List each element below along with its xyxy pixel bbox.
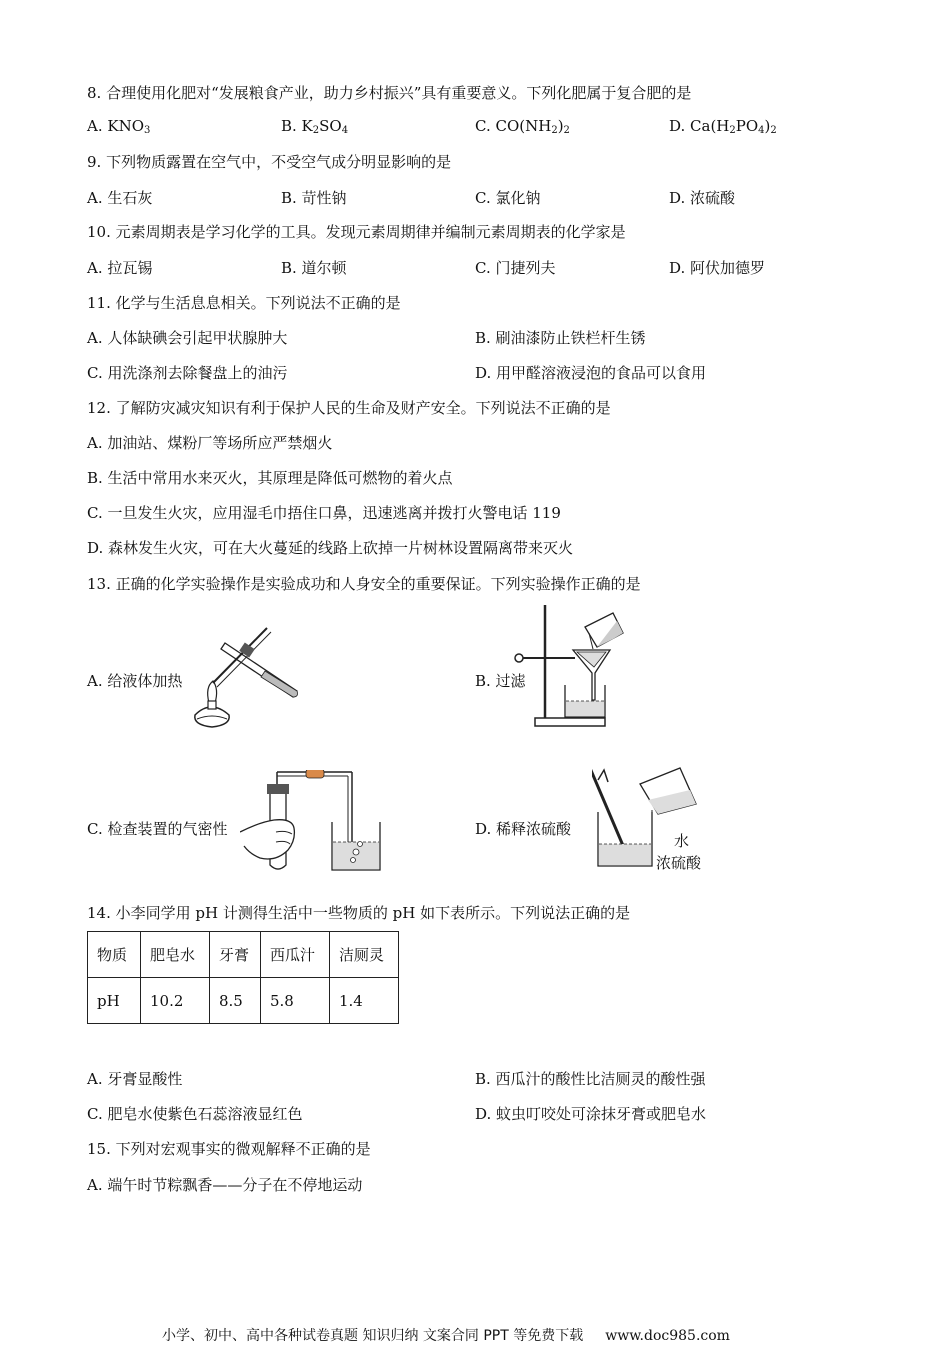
q9-stem: 9. 下列物质露置在空气中，不受空气成分明显影响的是 — [87, 153, 452, 171]
q8-stem: 8. 合理使用化肥对“发展粮食产业，助力乡村振兴”具有重要意义。下列化肥属于复合肥的是 — [87, 84, 692, 102]
table-cell: 5.8 — [261, 978, 330, 1024]
airtightness-check-figure — [240, 770, 390, 875]
table-cell: 10.2 — [141, 978, 210, 1024]
q10-option-c: C. 门捷列夫 — [475, 259, 556, 277]
q14-option-a: A. 牙膏显酸性 — [87, 1070, 183, 1088]
q11-option-d: D. 用甲醛溶液浸泡的食品可以食用 — [475, 364, 707, 382]
q10-option-a: A. 拉瓦锡 — [87, 259, 153, 277]
q11-option-c: C. 用洗涤剂去除餐盘上的油污 — [87, 364, 288, 382]
q12-option-a: A. 加油站、煤粉厂等场所应严禁烟火 — [87, 434, 333, 452]
q11-option-b: B. 刷油漆防止铁栏杆生锈 — [475, 329, 646, 347]
q10-option-d: D. 阿伏加德罗 — [669, 259, 766, 277]
table-row — [88, 978, 399, 1024]
q11-stem: 11. 化学与生活息息相关。下列说法不正确的是 — [87, 294, 401, 312]
footer-text: 小学、初中、高中各种试卷真题 知识归纳 文案合同 PPT 等免费下载 — [162, 1328, 584, 1344]
q14-option-c: C. 肥皂水使紫色石蕊溶液显红色 — [87, 1105, 303, 1123]
q13-option-c: C. 检查装置的气密性 — [87, 820, 228, 838]
label-water: 水 — [674, 832, 690, 850]
q15-option-a: A. 端午时节粽飘香——分子在不停地运动 — [87, 1176, 363, 1194]
table-cell: 西瓜汁 — [261, 932, 330, 978]
table-cell: pH — [88, 978, 141, 1024]
q8-option-a: A. $KNO_3$ — [87, 117, 151, 136]
q8-option-b: B. $K_2SO_4$ — [281, 117, 349, 136]
q9-option-a: A. 生石灰 — [87, 189, 153, 207]
table-cell: 牙膏 — [210, 932, 261, 978]
q9-option-b: B. 苛性钠 — [281, 189, 347, 207]
table-header-row — [88, 932, 399, 978]
heating-liquid-figure — [185, 625, 305, 730]
filtration-figure — [505, 605, 630, 730]
q12-stem: 12. 了解防灾减灾知识有利于保护人民的生命及财产安全。下列说法不正确的是 — [87, 399, 611, 417]
q9-option-d: D. 浓硫酸 — [669, 189, 736, 207]
ph-table — [87, 931, 399, 1024]
q10-option-b: B. 道尔顿 — [281, 259, 347, 277]
q11-option-a: A. 人体缺碘会引起甲状腺肿大 — [87, 329, 288, 347]
q14-option-d: D. 蚊虫叮咬处可涂抹牙膏或肥皂水 — [475, 1105, 707, 1123]
table-cell: 1.4 — [330, 978, 399, 1024]
q9-option-c: C. 氯化钠 — [475, 189, 541, 207]
q8-option-d: D. $Ca(H_2PO_4)_2$ — [669, 117, 777, 136]
q12-option-c: C. 一旦发生火灾，应用湿毛巾捂住口鼻，迅速逃离并拨打火警电话 119 — [87, 504, 561, 522]
q10-stem: 10. 元素周期表是学习化学的工具。发现元素周期律并编制元素周期表的化学家是 — [87, 223, 626, 241]
q13-option-b: B. 过滤 — [475, 672, 526, 690]
q13-option-a: A. 给液体加热 — [87, 672, 183, 690]
q13-option-d: D. 稀释浓硫酸 — [475, 820, 572, 838]
table-cell: 肥皂水 — [141, 932, 210, 978]
q14-stem: 14. 小李同学用 pH 计测得生活中一些物质的 pH 如下表所示。下列说法正确的是 — [87, 904, 631, 922]
footer-url[interactable]: www.doc985.com — [605, 1328, 730, 1344]
table-cell: 洁厕灵 — [330, 932, 399, 978]
page-footer — [162, 1325, 730, 1345]
table-cell: 8.5 — [210, 978, 261, 1024]
q12-option-d: D. 森林发生火灾，可在大火蔓延的线路上砍掉一片树林设置隔离带来灭火 — [87, 539, 574, 557]
q12-option-b: B. 生活中常用水来灭火，其原理是降低可燃物的着火点 — [87, 469, 453, 487]
table-cell: 物质 — [88, 932, 141, 978]
q8-option-c: C. $CO(NH_2)_2$ — [475, 117, 570, 136]
label-conc-acid: 浓硫酸 — [656, 854, 702, 872]
q15-stem: 15. 下列对宏观事实的微观解释不正确的是 — [87, 1140, 371, 1158]
q14-option-b: B. 西瓜汁的酸性比洁厕灵的酸性强 — [475, 1070, 706, 1088]
q13-stem: 13. 正确的化学实验操作是实验成功和人身安全的重要保证。下列实验操作正确的是 — [87, 575, 641, 593]
